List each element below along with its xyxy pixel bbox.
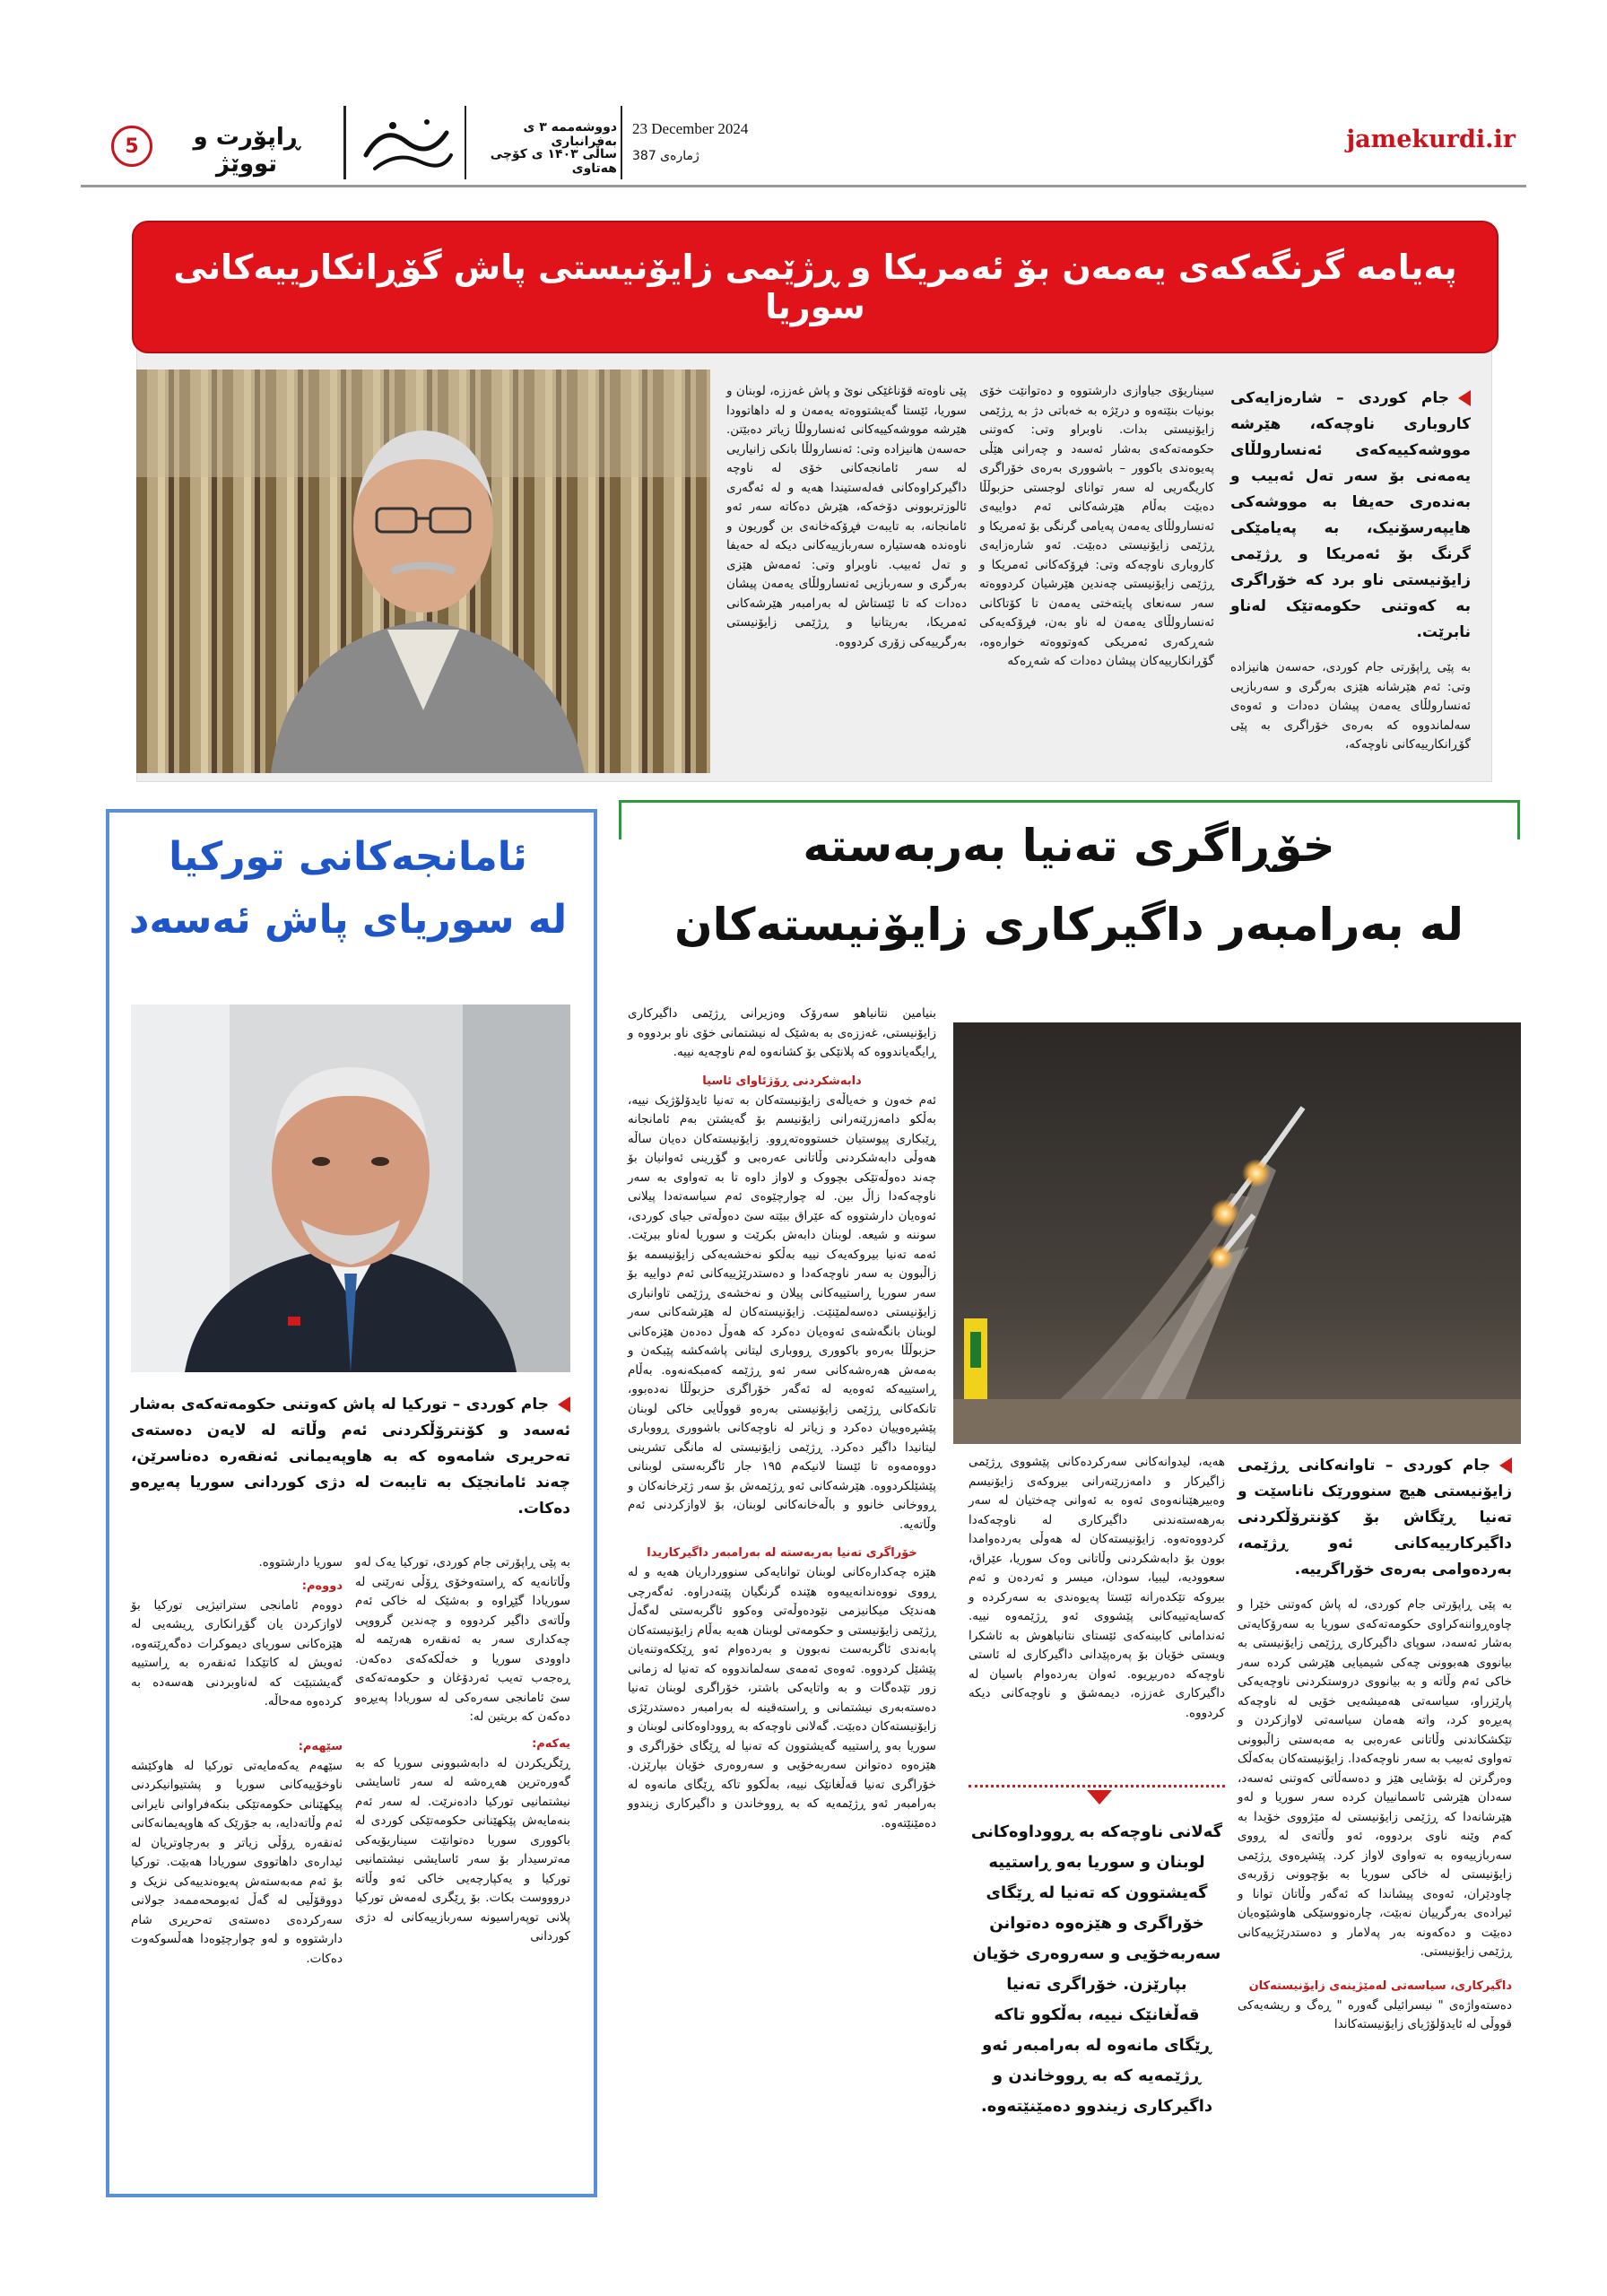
- side-col1-body: بە پێی ڕاپۆرتی جام کوردی، تورکیا یەک لەو وڵاتانەیە کە ڕاستەوخۆی ڕۆڵی نەرێنی لە سوریادا گێڕاوە و بەشێک لە خاکی ئەم وڵاتەی داگیر کردووە و چەندین گرووپی چەکداری سەر بە ئەنقەرە هەرێمە لە داوودی سوریا و خەڵکەکەی دەکەن. ڕەجەب تەیب ئەردۆغان و حکومەتەکەی سێ ئامانجی سەرەکی لە سوریادا پەیڕەو دەکەن کە بریتین لە:: [355, 1555, 570, 1724]
- header-rule: [81, 185, 1526, 187]
- lead-triangle-icon: [558, 1396, 570, 1413]
- page-number-text: 5: [125, 135, 139, 158]
- side-headline-2: لە سوریای پاش ئەسەد: [128, 897, 568, 943]
- side-photo-erdogan: [131, 1004, 570, 1372]
- top-headline: پەیامە گرنگەکەی یەمەن بۆ ئەمریکا و ڕژێمی زایۆنیستی پاش گۆڕانکارییەکانی سوریا: [173, 248, 1457, 326]
- main-col3-subhead1: دابەشکردنی ڕۆژئاوای ئاسیا: [702, 1074, 862, 1088]
- side-col1-after: ڕێگریکردن لە دابەشبوونی سوریا کە بە گەورەترین هەڕەشە لە سەر ئاسایشی نیشتمانیی تورکیا دادەنرێت. لە سەر ئەم بنەمایەش پێکهێنانی حکومەتێکی کوردی لە باکووری سوریا دەتوانێت سیناریۆیەکی مەترسیدار بۆ سەر ئاسایشی نیشتمانیی تورکیا و یەکپارچەیی خاکی ئەو وڵاتە دروووست بکات. بۆ ڕێگری لەمەش تورکیا پلانی توپەراسیونە سەربازییەکانی لە دژی کوردانی: [355, 1755, 570, 1944]
- main-col1-after: دەستەواژەی " نیسرائیلی گەورە " ڕەگ و ریشەیەکی قووڵی لە ئایدۆلۆژیای زایۆنیستەکاندا: [1238, 1997, 1512, 2031]
- page-header: [0, 0, 1607, 188]
- main-col-3: [628, 1004, 936, 1833]
- logo-rule: [465, 106, 466, 179]
- side-col2-subhead2: سێهەم:: [298, 1739, 343, 1753]
- side-lead: [131, 1392, 570, 1522]
- section-title: ڕاپۆرت و تووێژ: [193, 124, 300, 178]
- top-col1-body: بە پێی ڕاپۆرتی جام کوردی، حەسەن هانیزادە وتی: ئەم هێرشانە هێزی بەرگری و سەربازیی ئەنسارولڵای یەمەن پیشان دەدات و ئەوەی سەلماندووە کە بەرەی خۆراگری بە پێی گۆڕانکارییەکانی ناوچەکە،: [1230, 660, 1471, 752]
- main-col1-subhead: داگیرکاری، سیاسەتی لەمێژینەی زایۆنیستەکان: [1248, 1979, 1512, 1993]
- page-number: [111, 126, 152, 167]
- main-col3-subhead2: خۆراگری تەنیا بەربەستە لە بەرامبەر داگیرکاریدا: [647, 1546, 917, 1560]
- issue-number: ژمارەی 387: [632, 149, 699, 163]
- side-col2-end: سێهەم یەکەمایەتی تورکیا لە هاوکێشە ناوخۆییەکانی سوریا و پشتیوانیکردنی پیکهێنانی حکومەتێکی بنکەفراوانی نایرانی ئەم وڵاتەدایە، بە جۆرێک کە هاوپەیمانەکانی ئەنقەرە ڕۆڵی زیاتر و بەرچاوتریان لە ئیدارەی داهاتووی سوریادا هەبێت. تورکیا بۆ ئەم مەبەستەش پەیوەندییەکی نزیک و دووقۆڵیی لە گەڵ ئەبومحەممەد جولانی سەرکردەی دەستەی تەحریری شام دارشتووە و لەو چوارچێوەدا هەڵسوکەوت دەکات.: [131, 1758, 343, 1966]
- main-lead: [1238, 1453, 1512, 1583]
- main-article-frame-left: [619, 800, 621, 839]
- lead-triangle-icon: [1458, 390, 1471, 406]
- top-col-1: [1230, 386, 1471, 755]
- main-col3-end: هێزە چەکدارەکانی لوبنان توانایەکی سنوورداریان هەیە و لە ڕووی نووەندانەییەوە هێندە گرنگیان پێنەدراوە. ئەگەرچی هەندێک میکانیزمی نێودەوڵەتی وەکوو ئاگربەستی لەگەڵ ڕژێمی زایۆنیستی و حکومەتی لوبنان هەیە بەڵام زایۆنیستەکان پابەندی ئاگربەست نەبوون و بەردەوام ئەو ڕێککەوتنەیان پێشێل کردووە. ئەوەی ئەمەی سەلماندووە کە تەنیا لە زمانی زور تێدەگات و بە واتایەکی باشتر، خۆراگری لوبنان تەنیا دەستەبەری نیشتمانی و ڕاستەقینە لە بەرامبەر دەستدرێژی زایۆنیستەکان دەبێت. گەلانی ناوچەکە بە ڕووداوەکانی لوبنان و سوریا بەو ڕاستییە گەیشتوون کە تەنیا لە ڕێگای خۆراگری و هێزەوە دەتوانن سەربەخۆیی و سەروەری خۆیان بپارێزن. خۆراگری تەنیا قەڵغانێک نییە، بەڵکوو تاکە ڕێگای مانەوە لە بەرامبەر ئەو ڕژێمەیە کە بە ڕووخاندن و داگیرکاری زیندوو دەمێنێتەوە.: [628, 1565, 936, 1831]
- issue-date-ku1: دووشەممە ۳ ی بەفرانباری: [523, 120, 617, 149]
- main-lead-text: جام کوردی – تاوانەکانی ڕژێمی زایۆنیستی هیچ سنوورێک ناناسێت و تەنیا ڕێگاش بۆ کۆنترۆڵکردنی داگیرکارییەکانی ئەو ڕژێمە، بەردەوامی بەرەی خۆراگرییە.: [1238, 1457, 1512, 1578]
- top-col-2: سیناریۆی جیاوازی دارشتووە و دەتوانێت خۆی بونیات بنێتەوە و درێژە بە خەباتی دژ بە ڕژێمی زایۆنیستی بدات. ناوبراو وتی: کەوتنی حکومەتەکەی بەشار ئەسەد و چەرانی هێڵی پەیوەندی باکوور – باشووری بەرەی خۆراگری کاریگەریی لە سەر توانای لوجستی حزبوڵڵا دەبێت بەڵام هێرشەکانی ئەم دواییەی ئەنسارولڵای یەمەن پەیامی گرنگی بۆ ئەمریکا و ڕژێمی زایۆنیستی دەبێت. ئەو شارەزایەی کاروباری ناوچەکە وتی: فڕۆکەکانی ئەمریکا و ڕژێمی زایۆنیستی چەندین هێرشیان کردووەتە سەر سەنعای پایتەختی یەمەن تا کۆتاکانی ئەنسارولڵای یەمەن لە ناو بەن، فڕۆکەیەکی شەڕکەری ئەمریکی کەوتووەتە خوارەوە، گۆڕانکارییەکان پیشان دەدات کە شەڕەکە: [979, 384, 1214, 668]
- side-col2-subhead1: دووەم:: [301, 1578, 343, 1593]
- side-lead-text: جام کوردی – تورکیا لە پاش کەوتنی حکومەتەکەی بەشار ئەسەد و کۆنترۆڵکردنی ئەم وڵاتە لە لایەن دەستەی تەحریری شامەوە کە بە هاوپەیمانی ئەنقەرە دەناسرێن، چەند ئامانجێک بە تایبەت لە دژی کوردانی سوریا پەیڕەو دەکات.: [131, 1396, 570, 1518]
- main-col1-body: بە پێی ڕاپۆرتی جام کوردی، لە پاش کەوتنی خێرا و چاوەڕواننەکراوی حکومەتەکەی سوریا بە سەرۆکایەتی بەشار ئەسەد، سوپای داگیرکاری ڕژێمی زایۆنیستی بە بیانووی هەبوونی چەکی شیمیایی هێرشی کردە سەر خاکی ئەم وڵاتە و بە بیانووی دروستکردنی ناوچەیەکی پارێزراو، سیاسەتی هەمیشەیی خۆیی لە ناوچەکە پەیڕەو کرد، واتە هەمان سیاسەتی لاوازکردن و تێکشکاندنی وڵاتانی عەرەبی بە مەبەستی زاڵبوونی تەواوی ئەبیب بە سەر ناوچەکەدا. زایۆنیستەکان بەکەڵک وەرگرتن لە بۆشایی هێز و دەسەڵاتی کەوتنی ئەسەد، سەدان هێرشی ئاسمانییان کردە سەر سوریا و لەو هێرشانەدا کە ڕژێمی زایۆنیستی لە مێژووی خۆیدا بە کەم وێنە ناوی بردووە، ئەو وڵاتەی لە ڕووی سەربازییەوە بە تەواوی لاواز کرد. پێشڕەوی ڕژێمی زایۆنیستی لە خاکی سوریا بە بۆچوونی زۆربەی چاودێران، ئەوەی پیشاندا کە ئەگەر وڵاتان توانا و ئیرادەی بەرگرییان نەبێت، چارەنووسێکی هاوشێوەیان دەبێت و دەکەونە بەر پەلامار و دەستدرێژییەکانی ڕژێمی زایۆنیستی.: [1238, 1597, 1512, 1959]
- side-col-2: [131, 1553, 343, 1969]
- main-photo-missiles: [953, 1022, 1521, 1444]
- main-article-frame-right: [1517, 800, 1520, 839]
- site-url[interactable]: jamekurdi.ir: [1346, 126, 1516, 153]
- top-photo-interviewee: [136, 370, 710, 773]
- side-col1-subhead: یەکەم:: [532, 1736, 570, 1751]
- newspaper-logo: [357, 106, 457, 179]
- main-article-frame-top: [619, 800, 1519, 803]
- side-col2-body: دووەم ئامانجی ستراتیژیی تورکیا بۆ لاوازکردن یان گۆڕانکاری ڕیشەیی لە هێزەکانی سوریای دیموکرات دەگەڕێتەوە، ئەویش لە کاتێکدا ئەنقەرە بە ڕاستییە گەیشتبێت کە لەناوبردنی هەسەدە بە کردەوە مەحاڵە.: [131, 1597, 343, 1709]
- logo-rule: [621, 106, 622, 179]
- side-col2-lead: سوریا دارشتووە.: [258, 1555, 343, 1570]
- issue-date-ku2: ساڵی ۱۴۰۳ ی کۆچی هەتاوی: [490, 147, 617, 176]
- main-quote-divider: [969, 1785, 1225, 1787]
- top-lead: [1230, 386, 1471, 646]
- main-col3-lead: بنیامین نتانیاهو سەرۆک وەزیرانی ڕژێمی داگیرکاری زایۆنیستی، غەززەی بە بەشێک لە نیشتمانی خۆی ناو بردووە و ڕایگەیاندووە کە پلانێکی بۆ کشانەوە لەم ناوچەیە نییە.: [628, 1006, 936, 1059]
- main-pull-quote: گەلانی ناوچەکە بە ڕووداوەکانی لوبنان و سوریا بەو ڕاستییە گەیشتوون کە تەنیا لە ڕێگای خۆراگری و هێزەوە دەتوانن سەربەخۆیی و سەروەری خۆیان بپارێزن. خۆراگری تەنیا قەڵغانێک نییە، بەڵکوو تاکە ڕێگای مانەوە لە بەرامبەر ئەو ڕژێمەیە کە بە ڕووخاندن و داگیرکاری زیندوو دەمێنێتەوە.: [970, 1822, 1223, 2116]
- main-col3-body: ئەم خەون و خەیاڵەی زایۆنیستەکان بە تەنیا ئایدۆلۆژیک نییە، بەڵکو دامەزرێنەرانی زایۆنیسم بۆ گەیشتن بەم ئامانجانە ڕێبکاری پیوستیان خستووەتەڕوو. زایۆنیستەکان دەیان ساڵە هەوڵی دابەشکردنی وڵاتانی عەرەبی و گۆڕینی ئەوانیان بۆ چەند دەوڵەتێکی بچووک و لاواز داوە تا بە تەواوی بە سەر ناوچەکەدا زاڵ بین. لە چوارچێوەی ئەم سیاسەتەدا پیلانی ئەوەیان دارشتووە کە عێراق ببێتە سێ دەوڵەتی جیای کوردی، سوننە و شیعە. لوبنان دابەش بکرێت و سوریا لەناو ببرێت. ئەمە تەنیا بیروکەیەک نییە بەڵکو نەخشەیەکی زایۆنیسمە بۆ زاڵبوون بە سەر ناوچەکەدا و دەستدرێژییەکانی ئەم دواییە بۆ سەر سوریا ڕاستییەکانی پیلان و نەخشەی ڕژێمی تاوانباری زایۆنیستی دەسەلمێنێت. زایۆنیستەکان لە هێرشەکانی سەر لوبنان بانگەشەی ئەوەیان دەکرد کە هەوڵ دەدەن هێزەکانی حزبوڵڵا بەرەو باکووری ڕووباری لیتانی پاشەکشە پێبکەن و بەمەش هەرەشەکانی سەر ئەو ڕژێمە کەمبکەنەوە. بەڵام ڕاستییەکە ئەوەیە لە ئەگەر خۆراگری حزبوڵڵا نەدەبوو، تانکەکانی ڕژێمی زایۆنیستی بەرەو قووڵایی خاکی لوبنان پێشڕەوییان دەکرد و زیاتر لە ناوچەکانی باشووری ڕووباری لیتانیدا داگیر دەکرد. ڕژێمی زایۆنیستی لە مانگی تشرینی دووەمەوە تا ئێستا لانیکەم ۱۹۵ جار ئاگربەستی لوبنانی پێشێلکردووە. هێرشەکانی ئەو ڕژێمەش بۆ سەر ژێرخانەکان و ڕووخانی خانوو و باڵەخانەکانی لوبنان، بۆ لاوازکردنی ئەم وڵاتەیە.: [628, 1092, 936, 1532]
- main-col-1: [1238, 1453, 1512, 2035]
- top-col-3: پێی ناوەتە قۆناغێکی نوێ و پاش غەززە، لوبنان و سوریا، ئێستا گەیشتووەتە یەمەن و لە داهاتوودا هێرشە مووشەکییەکانی ئەنسارولڵا زیاتر دەبێتن. حەسەن هانیزادە وتی: ئەنسارولڵا بانکی زانیاریی لە سەر ئامانجەکانی خۆی لە ناوچە داگیرکراوەکانی فەلەستیندا هەیە و لە ئەگەری ئالوزتربوونی دۆخەکە، هێرش دەکاتە سەر ئەو ئامانجانە، بە تایبەت فڕۆکەخانەی بن گوریون و ناوەندە هەستیارە سەربازییەکانی دیکە لە حەیفا و تەل ئەبیب. ناوبراو وتی: ئەمەش هێزی بەرگری و سەربازیی ئەنسارولڵای یەمەن پیشان دەدات کە تا ئێستاش لە بەرامبەر هێرشەکانی ئەمریکا، بەریتانیا و ڕژێمی زایۆنیستی بەرگرییەکی زۆری کردووە.: [726, 384, 967, 649]
- lead-triangle-icon: [1499, 1457, 1512, 1474]
- top-lead-text: جام کوردی – شارەزایەکی کاروباری ناوچەکە، هێرشە مووشەکییەکەی ئەنسارولڵای یەمەنی بۆ سەر تەل ئەبیب و بەندەری حەیفا بە مووشەکی هایپەرسۆنیک، بە پەیامێکی گرنگ بۆ ئەمریکا و ڕژێمی زایۆنیستی ناو برد کە خۆراگری بە کەوتنی حکومەتێک لەناو نابرێت.: [1230, 389, 1471, 641]
- top-headline-banner: [132, 221, 1498, 353]
- main-col-2: هەیە، لیدوانەکانی سەرکردەکانی پێشووی ڕژێمی زاگیرکار و دامەزرێنەرانی بیروکەی زایۆنیسم وەبیرهێنانەوەی ئەوە بە ئەوانی چەختیان لە سەر بەرهەستەندنی داگیرکاری لە ناوچەکەدا کردووەتەوە. زایۆنیستەکان لە هەوڵی بەردەوامدا بوون بۆ دابەشکردنی وڵاتانی وەک سوریا، عێراق، سعوودیە، لیبیا، سودان، میسر و ئەردەن و ئەم بیروکە تێکدەرانە ئێستا پەیوەندی بە سەرکردە و کەسایەتییەکانی پێشووی ئەو ڕژێمەوە نییە. ئەندامانی کابینەکەی ئێستای نتانیاهوش بە ئاشکرا ویستی خۆیان بۆ پەرەپێدانی داگیرکاری لە ئاستی ناوچەکە دەربڕیوە. ئەوان بەردەوام باسیان لە داگیرکاری غەززە، دیمەشق و ناوچەکانی دیکە کردووە.: [969, 1455, 1225, 1720]
- quote-triangle-icon: [1087, 1790, 1112, 1805]
- main-headline-1: خۆڕاگری تەنیا بەربەستە: [803, 820, 1335, 872]
- side-col-1: [355, 1553, 570, 1947]
- side-headline-1: ئامانجەکانی تورکیا: [169, 834, 527, 880]
- issue-date-en: 23 December 2024: [632, 120, 749, 137]
- logo-rule: [343, 106, 346, 179]
- main-headline-2: لە بەرامبەر داگیرکاری زایۆنیستەکان: [673, 899, 1464, 951]
